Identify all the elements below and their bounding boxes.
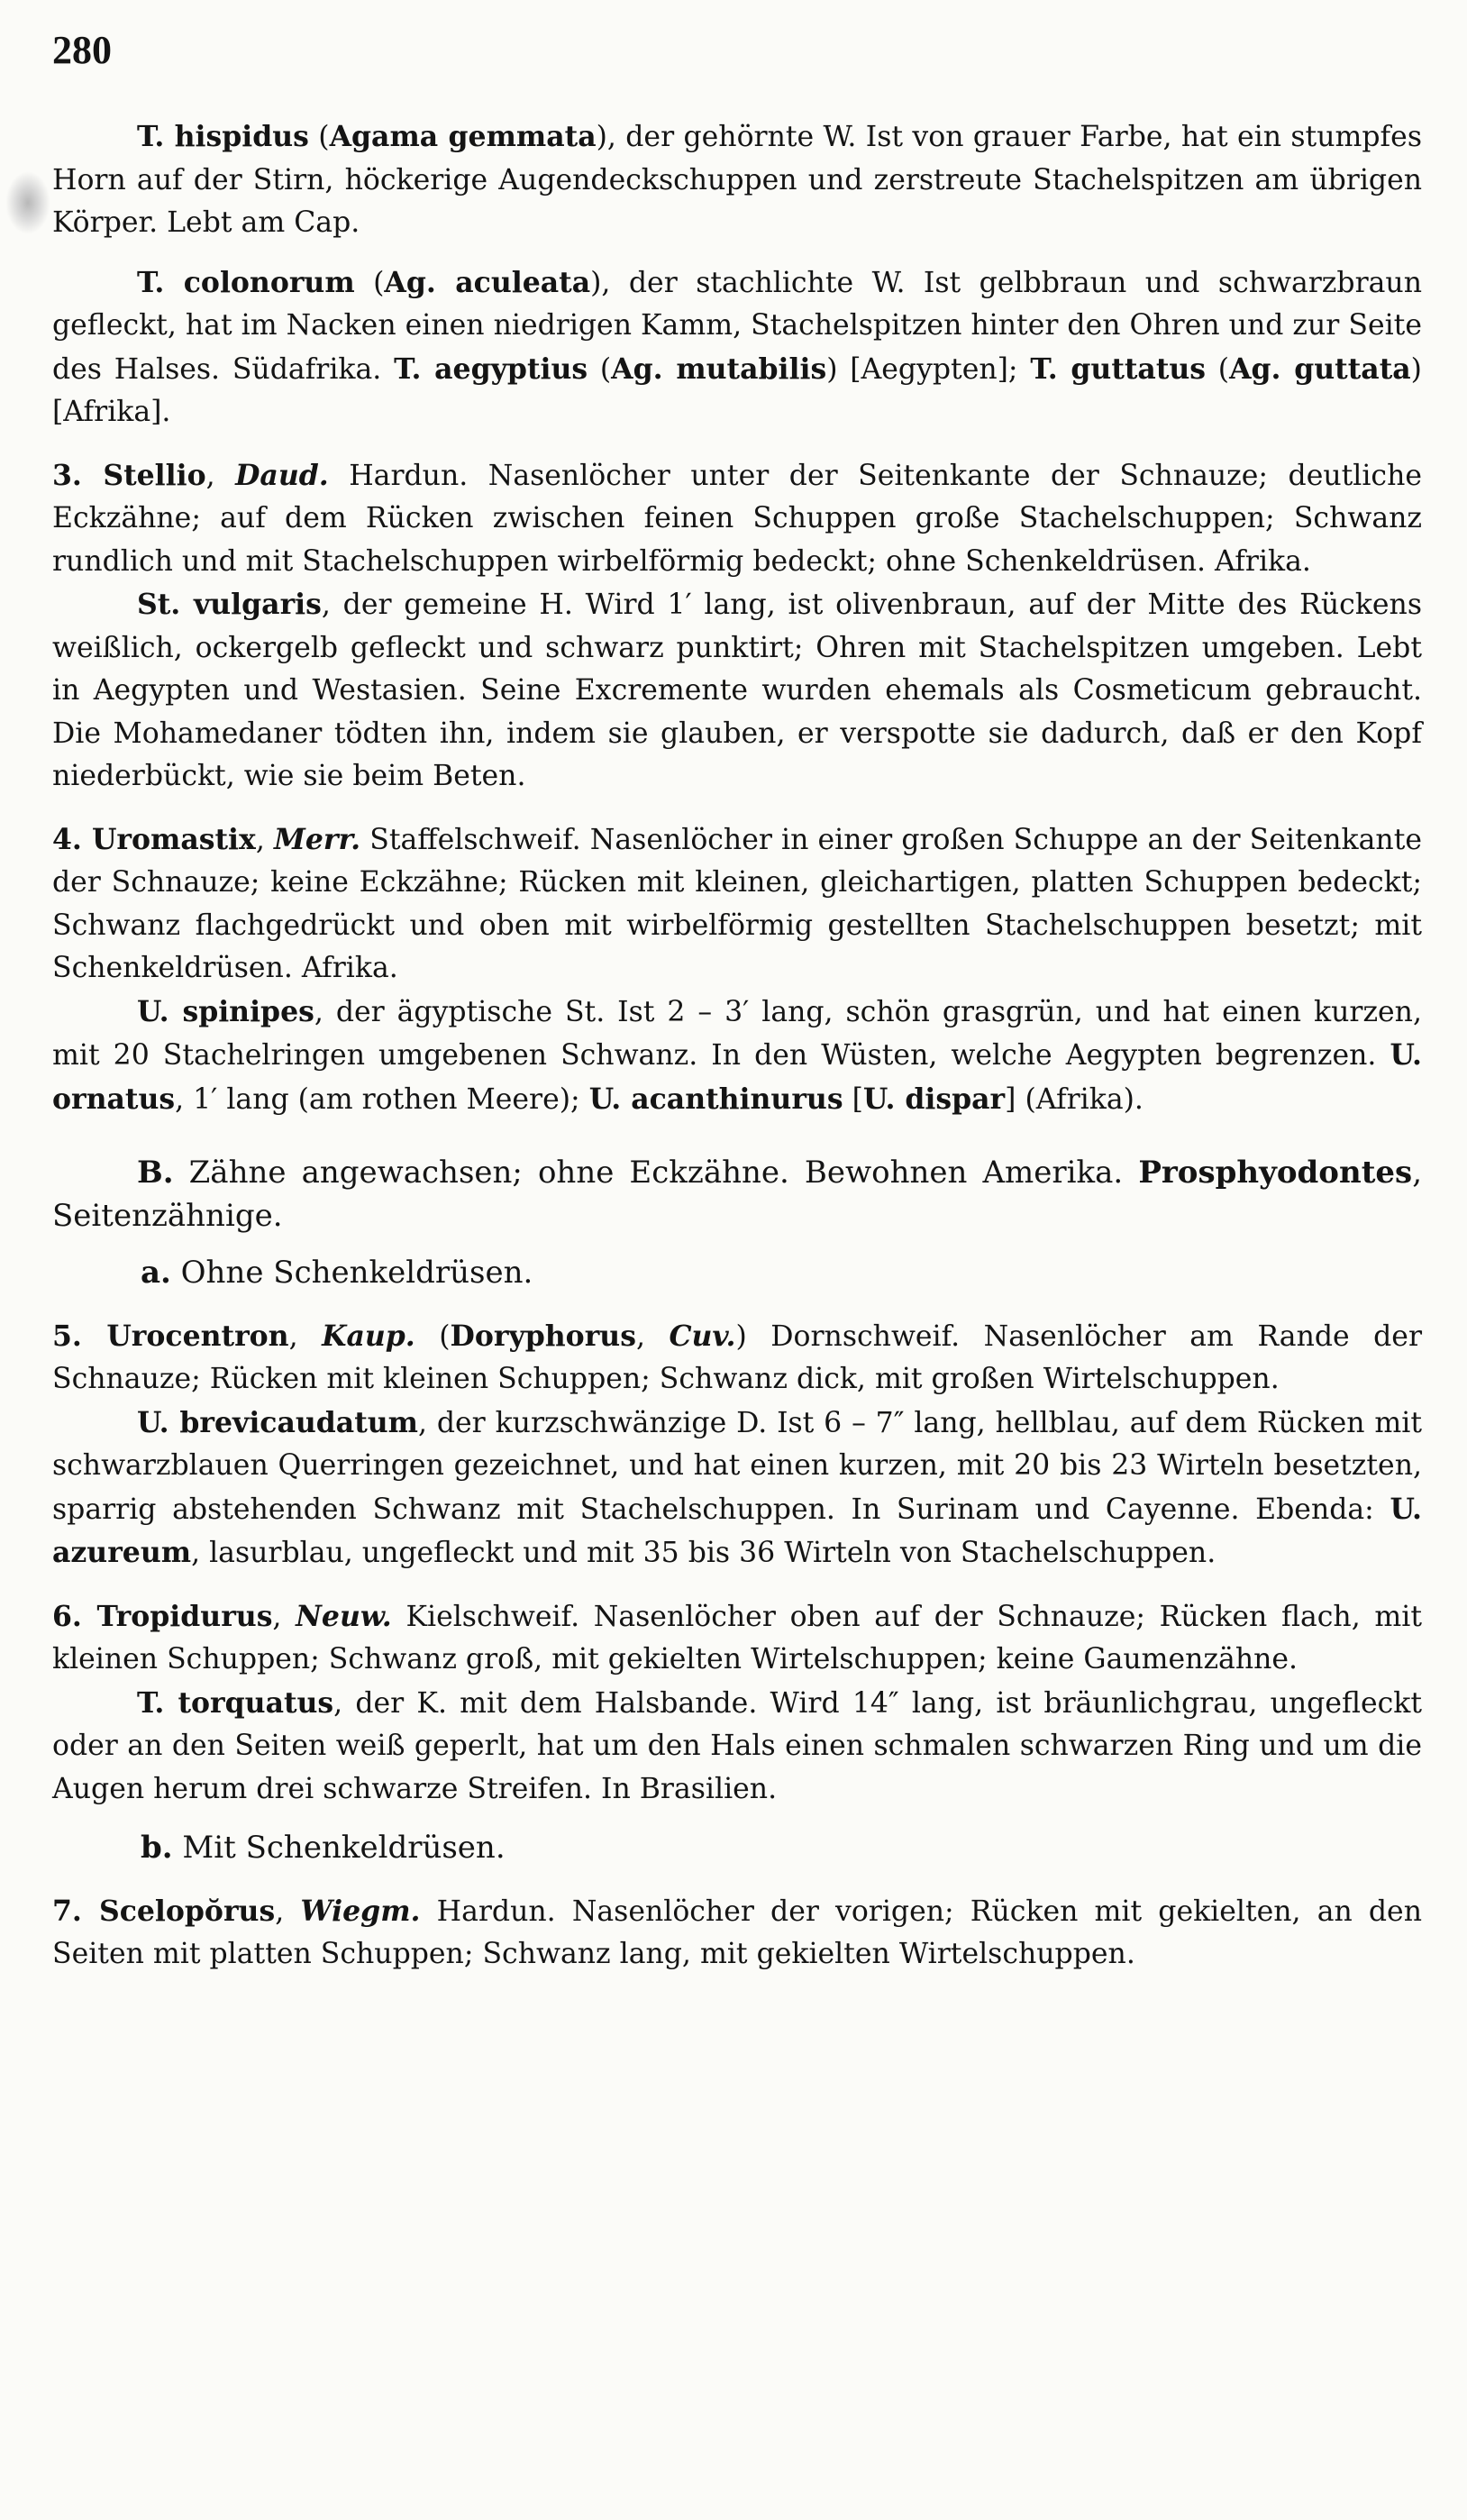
genus-urocentron: 5. Urocentron, Kaup. (Doryphorus, Cuv.) Dornschweif. Nasenlöcher am Rande der Schnauze; Rücken mit kleinen Schuppen; Schwanz dick, mit großen Wirtelschuppen. (52, 1319, 1422, 1395)
subsection-a: a. Ohne Schenkeldrüsen. (141, 1255, 533, 1291)
species-vulgaris: St. vulgaris, der gemeine H. Wird 1′ lang, ist olivenbraun, auf der Mitte des Rückens weißlich, ockergelb gefleckt und schwarz punktirt; Ohren mit Stachelspitzen umgeben. Lebt in Aegypten und Westasien. Seine Excremente wurden ehemals als Cosmeticum gebraucht. Die Mohamedaner tödten ihn, indem sie glauben, er verspotte sie dadurch, daß er den Kopf niederbückt, wie sie beim Beten. (52, 588, 1423, 792)
species-hispidus: T. hispidus (Agama gemmata), der gehörnte W. Ist von grauer Farbe, hat ein stumpfes Horn auf der Stirn, höckerige Augendeckschuppen und zerstreute Stachelspitzen am übrigen Körper. Lebt am Cap. (52, 120, 1422, 239)
genus-uromastix: 4. Uromastix, Merr. Staffelschweif. Nasenlöcher in einer großen Schuppe an der Seitenkante der Schnauze; keine Eckzähne; Rücken mit kleinen, gleichartigen, platten Schuppen bedeckt; Schwanz flachgedrückt und oben mit wirbelförmig gestellten Stachelschuppen besetzt; mit Schenkeldrüsen. Afrika. (52, 822, 1422, 984)
genus-sceloporus: 7. Scelopŏrus, Wiegm. Hardun. Nasenlöcher der vorigen; Rücken mit gekielten, an den Seiten mit platten Schuppen; Schwanz lang, mit gekielten Wirtelschuppen. (52, 1894, 1422, 1970)
species-torquatus: T. torquatus, der K. mit dem Halsbande. Wird 14″ lang, ist bräunlichgrau, ungefleckt oder an den Seiten weiß geperlt, hat um den Hals einen schmalen schwarzen Ring und um die Augen herum drei schwarze Streifen. In Brasilien. (52, 1685, 1422, 1805)
species-colonorum: T. colonorum (Ag. aculeata), der stachlichte W. Ist gelbbraun und schwarzbraun gefleckt, hat im Nacken einen niedrigen Kamm, Stachelspitzen hinter den Ohren und zur Seite des Halses. Südafrika. T. aegyptius (Ag. mutabilis) [Aegypten]; T. guttatus (Ag. guttata) [Afrika]. (52, 265, 1422, 428)
ink-stain (5, 171, 50, 234)
species-spinipes: U. spinipes, der ägyptische St. Ist 2 – 3′ lang, schön grasgrün, und hat einen kurzen, mit 20 Stachelringen umgebenen Schwanz. In den Wüsten, welche Aegypten begrenzen. U. ornatus, 1′ lang (am rothen Meere); U. acanthinurus [U. dispar] (Afrika). (52, 994, 1422, 1116)
subsection-b: b. Mit Schenkeldrüsen. (141, 1830, 506, 1866)
genus-tropidurus: 6. Tropidurus, Neuw. Kielschweif. Nasenlöcher oben auf der Schnauze; Rücken flach, mit kleinen Schuppen; Schwanz groß, mit gekielten Wirtelschuppen; keine Gaumenzähne. (52, 1599, 1422, 1675)
page-body (52, 115, 1422, 1977)
section-b: B. Zähne angewachsen; ohne Eckzähne. Bewohnen Amerika. Prosphyodontes, Seitenzähnige. (52, 1155, 1422, 1234)
genus-stellio: 3. Stellio, Daud. Hardun. Nasenlöcher unter der Seitenkante der Schnauze; deutliche Eckzähne; auf dem Rücken zwischen feinen Schuppen große Stachelschuppen; Schwanz rundlich und mit Stachelschuppen wirbelförmig bedeckt; ohne Schenkeldrüsen. Afrika. (52, 458, 1422, 578)
page-number: 280 (52, 28, 112, 72)
species-brevicaudatum: U. brevicaudatum, der kurzschwänzige D. Ist 6 – 7″ lang, hellblau, auf dem Rücken mit schwarzblauen Querringen gezeichnet, und hat einen kurzen, mit 20 bis 23 Wirteln besetzten, sparrig abstehenden Schwanz mit Stachelschuppen. In Surinam und Cayenne. Ebenda: U. azureum, lasurblau, ungefleckt und mit 35 bis 36 Wirteln von Stachelschuppen. (52, 1405, 1422, 1569)
